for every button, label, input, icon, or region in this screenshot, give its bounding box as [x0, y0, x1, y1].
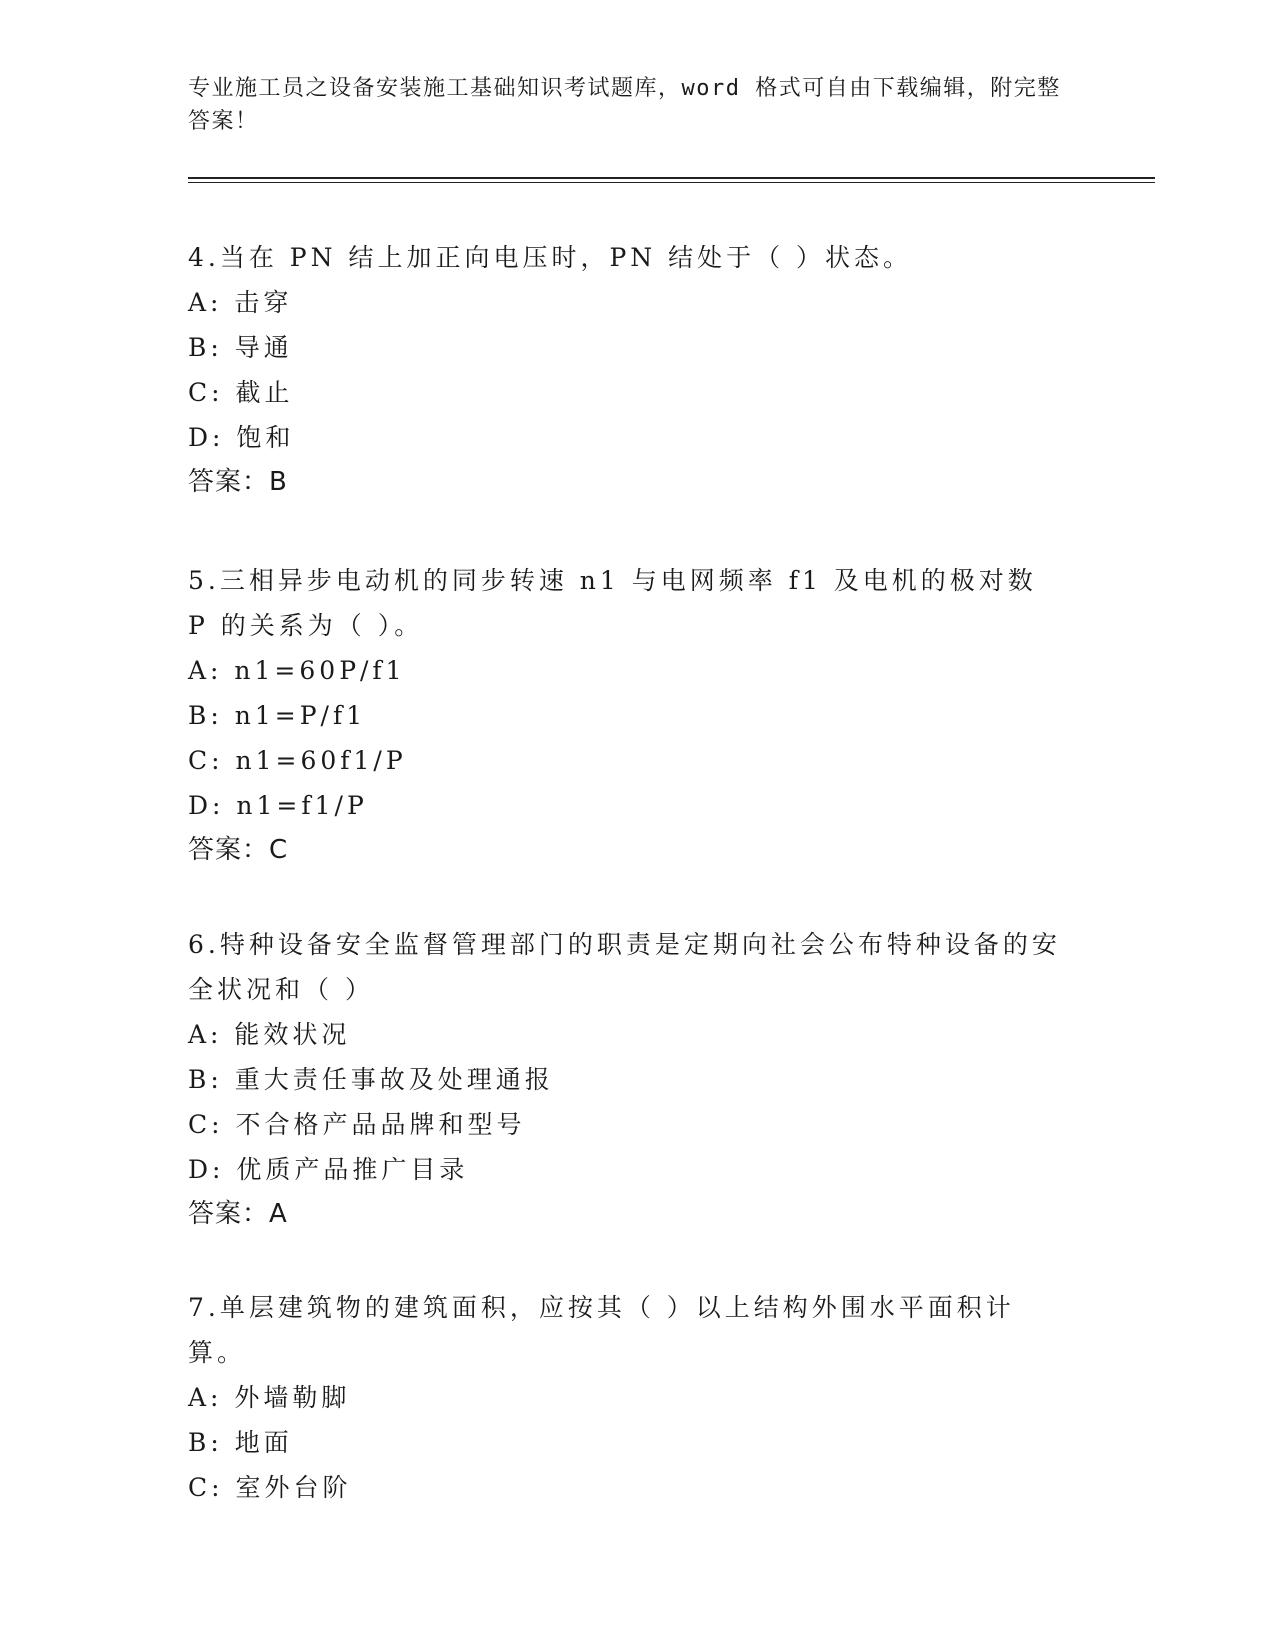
question-4	[188, 235, 1068, 505]
header-divider-thick	[188, 177, 1155, 179]
answer-line	[188, 828, 1068, 873]
option-c: C: 室外台阶	[188, 1473, 352, 1502]
option-c: C: n1=60f1/P	[188, 746, 407, 775]
option-c: C: 截止	[188, 378, 294, 407]
answer-line	[188, 460, 1068, 505]
option-b: B: n1=P/f1	[188, 701, 367, 730]
header-divider-thin	[188, 182, 1155, 183]
option-b: B: 导通	[188, 333, 293, 362]
option-a: A: n1=60P/f1	[188, 656, 406, 685]
answer-value: B	[269, 467, 288, 497]
answer-value: A	[269, 1199, 288, 1229]
option-d: D: 饱和	[188, 423, 295, 452]
answer-label: 答案：	[188, 1199, 270, 1229]
answer-label: 答案：	[188, 467, 270, 497]
question-7	[188, 1285, 1068, 1510]
option-a: A: 能效状况	[188, 1020, 351, 1049]
question-text: 5.三相异步电动机的同步转速 n1 与电网频率 f1 及电机的极对数 P 的关系为（ ）。	[188, 566, 1049, 640]
question-text: 4.当在 PN 结上加正向电压时，PN 结处于（ ）状态。	[188, 243, 913, 272]
option-a: A: 外墙勒脚	[188, 1383, 351, 1412]
option-a: A: 击穿	[188, 288, 293, 317]
option-d: D: 优质产品推广目录	[188, 1155, 469, 1184]
question-text: 7.单层建筑物的建筑面积，应按其（ ）以上结构外围水平面积计算。	[188, 1293, 1015, 1367]
question-6	[188, 922, 1068, 1237]
question-5	[188, 558, 1068, 873]
option-d: D: n1=f1/P	[188, 791, 368, 820]
answer-value: C	[269, 835, 289, 865]
option-b: B: 地面	[188, 1428, 293, 1457]
answer-line	[188, 1192, 1068, 1237]
option-c: C: 不合格产品品牌和型号	[188, 1110, 526, 1139]
answer-label: 答案：	[188, 835, 270, 865]
option-b: B: 重大责任事故及处理通报	[188, 1065, 554, 1094]
document-header: 专业施工员之设备安装施工基础知识考试题库，word 格式可自由下载编辑，附完整答案！	[188, 76, 1061, 134]
question-text: 6.特种设备安全监督管理部门的职责是定期向社会公布特种设备的安全状况和（ ）	[188, 930, 1061, 1004]
